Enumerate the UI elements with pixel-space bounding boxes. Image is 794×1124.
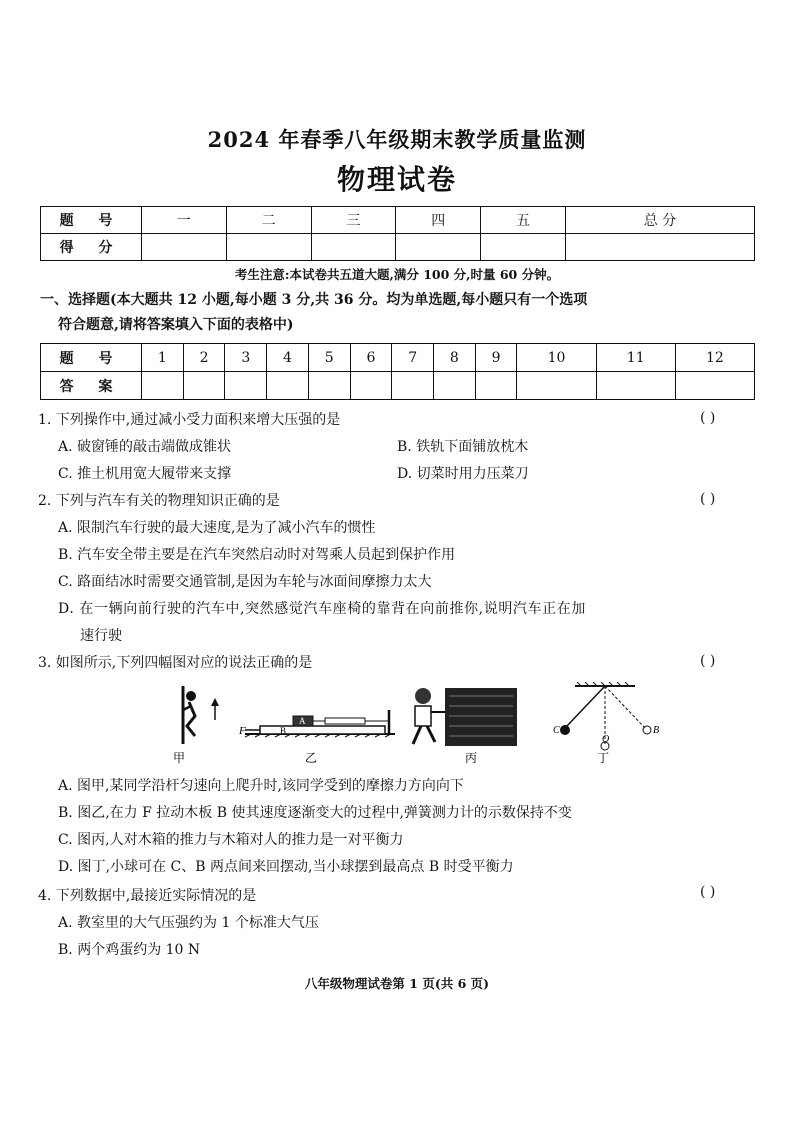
q1-stem: 1. 下列操作中,通过减小受力面积来增大压强的是 xyxy=(38,412,341,428)
q1-answer-paren[interactable]: ( ) xyxy=(700,410,716,426)
score-col-5: 五 xyxy=(481,207,566,234)
score-value-row xyxy=(41,234,755,261)
section-1-line2: 符合题意,请将答案填入下面的表格中) xyxy=(58,317,294,333)
q3-option-a: A. 图甲,某同学沿杆匀速向上爬升时,该同学受到的摩擦力方向向下 xyxy=(58,778,464,794)
label-c: C xyxy=(553,725,560,736)
score-col-3: 三 xyxy=(311,207,396,234)
fig-label-bing: 丙 xyxy=(465,751,478,764)
score-col-4: 四 xyxy=(396,207,481,234)
answer-cell[interactable] xyxy=(267,372,309,400)
answer-cell[interactable] xyxy=(434,372,476,400)
answer-num: 5 xyxy=(308,344,350,372)
q3-option-d: D. 图丁,小球可在 C、B 两点间来回摆动,当小球摆到最高点 B 时受平衡力 xyxy=(58,859,514,875)
answer-num: 8 xyxy=(434,344,476,372)
q1-option-d: D. 切菜时用力压菜刀 xyxy=(397,466,529,482)
label-pb: B xyxy=(653,725,660,736)
q4-option-b: B. 两个鸡蛋约为 10 N xyxy=(58,942,201,958)
q3-option-b: B. 图乙,在力 F 拉动木板 B 使其速度逐渐变大的过程中,弹簧测力计的示数保持不变 xyxy=(58,805,572,821)
label-a: A xyxy=(299,716,306,726)
q2-option-d-cont: 速行驶 xyxy=(80,628,122,644)
answer-cell[interactable] xyxy=(350,372,392,400)
q2-option-d: D. 在一辆向前行驶的汽车中,突然感觉汽车座椅的靠背在向前推你,说明汽车正在加 xyxy=(58,601,586,617)
score-col-2: 二 xyxy=(226,207,311,234)
answer-cell[interactable] xyxy=(517,372,596,400)
section-1-line1: 一、选择题(本大题共 12 小题,每小题 3 分,共 36 分。均为单选题,每小题只有一个选项 xyxy=(40,292,588,308)
figure-jia xyxy=(183,686,219,744)
label-b: B xyxy=(280,726,287,736)
answer-number-row xyxy=(41,344,755,372)
answer-num: 3 xyxy=(225,344,267,372)
answer-table xyxy=(40,343,755,400)
answer-cell[interactable] xyxy=(475,372,517,400)
score-col-total: 总 分 xyxy=(565,207,754,234)
score-header-row xyxy=(41,207,755,234)
exam-title: 2024 年春季八年级期末教学质量监测 xyxy=(207,127,587,152)
score-cell[interactable] xyxy=(226,234,311,261)
answer-cell[interactable] xyxy=(183,372,225,400)
q3-figure xyxy=(165,682,685,764)
q2-option-c: C. 路面结冰时需要交通管制,是因为车轮与冰面间摩擦力太大 xyxy=(58,574,432,590)
q4-stem: 4. 下列数据中,最接近实际情况的是 xyxy=(38,888,257,904)
q3-figure-svg xyxy=(165,682,685,764)
answer-cell[interactable] xyxy=(675,372,754,400)
fig-label-jia: 甲 xyxy=(173,751,186,764)
q4-answer-paren[interactable]: ( ) xyxy=(700,884,716,900)
answer-num: 6 xyxy=(350,344,392,372)
q1-option-a: A. 破窗锤的敲击端做成锥状 xyxy=(58,439,232,455)
score-row2-label: 得 分 xyxy=(41,234,142,261)
q1-option-b: B. 铁轨下面铺放枕木 xyxy=(397,439,529,455)
answer-row2-label: 答 案 xyxy=(41,372,142,400)
figure-yi xyxy=(245,710,395,737)
answer-row1-label: 题 号 xyxy=(41,344,142,372)
answer-num: 9 xyxy=(475,344,517,372)
answer-num: 2 xyxy=(183,344,225,372)
q3-stem: 3. 如图所示,下列四幅图对应的说法正确的是 xyxy=(38,655,313,671)
exam-notice: 考生注意:本试卷共五道大题,满分 100 分,时量 60 分钟。 xyxy=(234,267,560,282)
q2-option-b: B. 汽车安全带主要是在汽车突然启动时对驾乘人员起到保护作用 xyxy=(58,547,456,563)
answer-cell[interactable] xyxy=(142,372,184,400)
score-cell[interactable] xyxy=(311,234,396,261)
score-cell[interactable] xyxy=(481,234,566,261)
fig-label-ding: 丁 xyxy=(597,751,610,764)
q3-answer-paren[interactable]: ( ) xyxy=(700,653,716,669)
q1-option-c: C. 推土机用宽大履带来支撑 xyxy=(58,466,232,482)
answer-num: 7 xyxy=(392,344,434,372)
score-cell[interactable] xyxy=(396,234,481,261)
q4-option-a: A. 教室里的大气压强约为 1 个标准大气压 xyxy=(58,915,319,931)
label-f: F xyxy=(239,725,246,737)
answer-num: 11 xyxy=(596,344,675,372)
figure-bing xyxy=(413,688,517,746)
section-1-header xyxy=(40,288,760,338)
answer-cell[interactable] xyxy=(392,372,434,400)
answer-num: 10 xyxy=(517,344,596,372)
q2-answer-paren[interactable]: ( ) xyxy=(700,491,716,507)
answer-cell[interactable] xyxy=(225,372,267,400)
answer-value-row xyxy=(41,372,755,400)
page-footer: 八年级物理试卷第 1 页(共 6 页) xyxy=(304,976,490,991)
answer-num: 1 xyxy=(142,344,184,372)
score-cell[interactable] xyxy=(142,234,227,261)
q2-stem: 2. 下列与汽车有关的物理知识正确的是 xyxy=(38,493,280,509)
answer-cell[interactable] xyxy=(308,372,350,400)
answer-num: 12 xyxy=(675,344,754,372)
q3-option-c: C. 图丙,人对木箱的推力与木箱对人的推力是一对平衡力 xyxy=(58,832,404,848)
score-row1-label: 题 号 xyxy=(41,207,142,234)
score-cell[interactable] xyxy=(565,234,754,261)
answer-cell[interactable] xyxy=(596,372,675,400)
score-col-1: 一 xyxy=(142,207,227,234)
label-o: O xyxy=(602,734,610,745)
answer-num: 4 xyxy=(267,344,309,372)
score-table xyxy=(40,206,755,261)
subject-title: 物理试卷 xyxy=(336,163,457,196)
fig-label-yi: 乙 xyxy=(305,751,318,764)
q2-option-a: A. 限制汽车行驶的最大速度,是为了减小汽车的惯性 xyxy=(58,520,376,536)
